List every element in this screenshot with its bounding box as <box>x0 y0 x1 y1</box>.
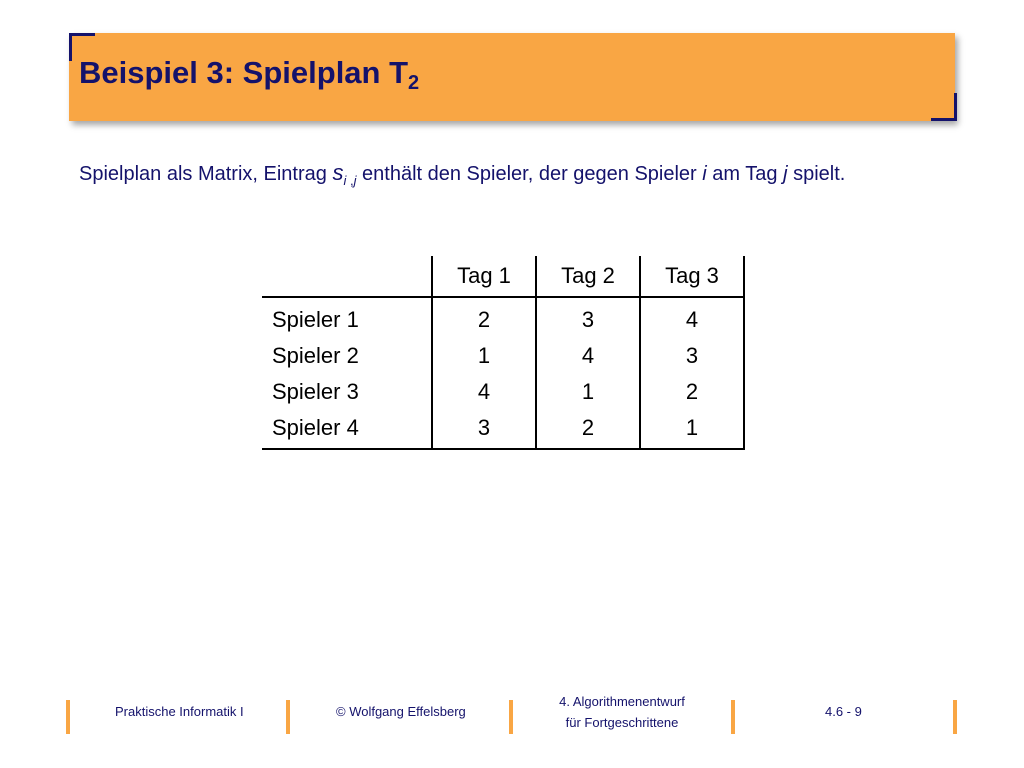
title-corner-top-left-vertical <box>69 33 72 61</box>
footer-divider <box>731 700 735 734</box>
footer-divider <box>509 700 513 734</box>
title-corner-top-left <box>69 33 95 36</box>
subtitle-sub-j: j <box>353 173 357 188</box>
matrix-cell: 1 <box>536 374 640 410</box>
schedule-matrix <box>262 256 745 450</box>
subtitle-part3: am Tag <box>706 163 784 185</box>
footer-divider <box>953 700 957 734</box>
footer-chapter-line2: für Fortgeschrittene <box>565 715 679 730</box>
matrix-cell: 4 <box>432 374 536 410</box>
footer-chapter <box>540 691 704 733</box>
matrix-cell: 3 <box>536 297 640 338</box>
matrix-cell: 4 <box>536 338 640 374</box>
matrix-header-row <box>262 256 744 297</box>
matrix-cell: 1 <box>640 410 744 449</box>
matrix-cell: 3 <box>432 410 536 449</box>
subtitle-var-i: i <box>702 163 707 185</box>
subtitle-var-j: j <box>783 163 788 185</box>
title-corner-bottom-right-vertical <box>954 93 957 121</box>
matrix-cell: 3 <box>640 338 744 374</box>
subtitle-sub-i: i <box>343 173 347 188</box>
footer-author: © Wolfgang Effelsberg <box>336 704 466 719</box>
footer-page-number: 4.6 - 9 <box>825 704 862 719</box>
subtitle-var-s: s <box>332 160 344 185</box>
matrix-cell: 2 <box>536 410 640 449</box>
column-header-tag-2: Tag 2 <box>536 256 640 297</box>
subtitle-sub-sep: , <box>346 173 354 188</box>
subtitle-part1: Spielplan als Matrix, Eintrag <box>79 163 333 185</box>
matrix-cell: 4 <box>640 297 744 338</box>
footer-divider <box>286 700 290 734</box>
slide-title-subscript: 2 <box>408 72 420 94</box>
table-row <box>262 297 744 338</box>
row-label: Spieler 2 <box>272 343 359 368</box>
table-row <box>262 410 744 449</box>
row-label: Spieler 1 <box>272 307 359 332</box>
table-row <box>262 338 744 374</box>
column-header-tag-1: Tag 1 <box>432 256 536 297</box>
row-label: Spieler 4 <box>262 410 432 449</box>
subtitle-subscript <box>343 173 356 188</box>
subtitle-part4: spielt. <box>787 163 846 185</box>
matrix-cell: 1 <box>432 338 536 374</box>
table-row <box>262 374 744 410</box>
matrix-cell: 2 <box>432 297 536 338</box>
footer-course: Praktische Informatik I <box>115 704 244 719</box>
column-header-tag-3: Tag 3 <box>640 256 744 297</box>
matrix-corner-cell <box>262 256 432 297</box>
footer-divider <box>66 700 70 734</box>
subtitle-part2: enthält den Spieler, der gegen Spieler <box>356 163 703 185</box>
footer-chapter-line1: 4. Algorithmenentwurf <box>559 694 685 709</box>
matrix-cell: 2 <box>640 374 744 410</box>
slide-title <box>79 55 419 95</box>
slide-subtitle <box>79 160 845 188</box>
slide-title-text: Beispiel 3: Spielplan T <box>79 55 409 90</box>
row-label: Spieler 3 <box>272 379 359 404</box>
